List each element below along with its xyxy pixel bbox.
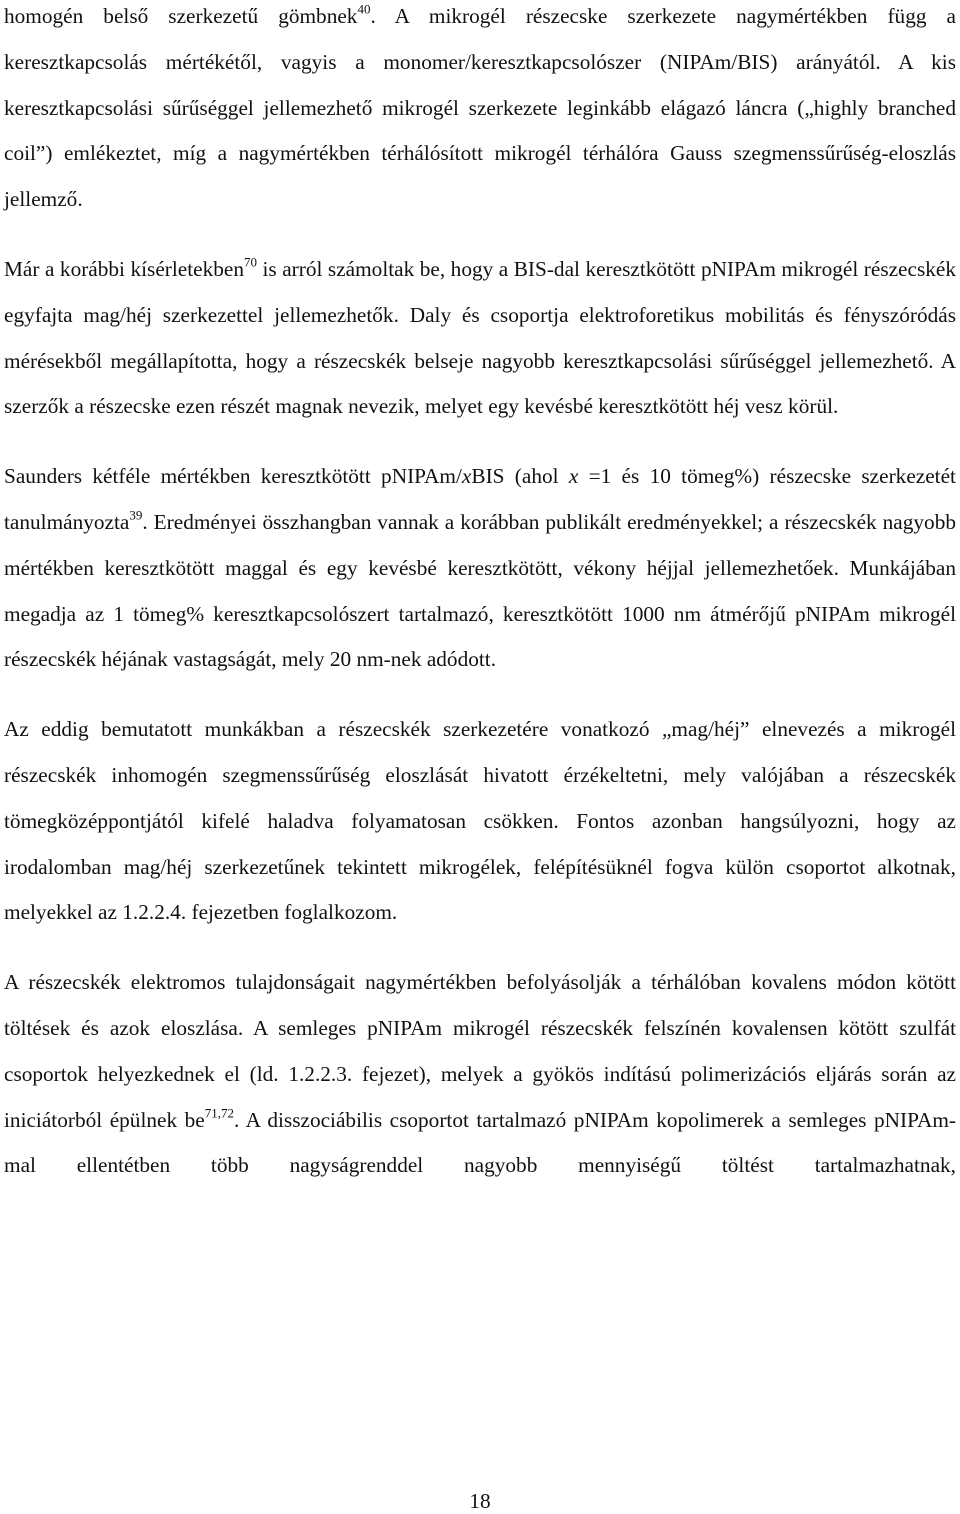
paragraph-4: [4, 707, 956, 936]
paragraph-4-text: Az eddig bemutatott munkákban a részecskék szerkezetére vonatkozó „mag/héj” elnevezés a mikrogél részecskék inhomogén szegmenssűrűség eloszlását hivatott érzékeltetni, mely valójában a részecskék tömegközéppontjától kifelé haladva folyamatosan csökken. Fontos azonban hangsúlyozni, hogy az irodalomban mag/héj szerkezetűnek tekintett mikrogélek, felépítésüknél fogva külön csoportot alkotnak, melyekkel az 1.2.2.4. fejezetben foglalkozom.: [4, 717, 956, 925]
paragraph-1: [4, 0, 956, 223]
paragraph-3-text-a: Saunders kétféle mértékben keresztkötött pNIPAm/: [4, 464, 462, 489]
citation-40: 40: [357, 1, 371, 17]
paragraph-5: [4, 960, 956, 1189]
paragraph-3-text-d: . Eredményei összhangban vannak a korábban publikált eredményekkel; a részecskék nagyobb mértékben keresztkötött maggal és egy kevésbé keresztkötött, vékony héjjal jellemezhetőek. Munkájában megadja az 1 tömeg% keresztkapcsolószert tartalmazó, keresztkötött 1000 nm átmérőjű pNIPAm mikrogél részecskék héjának vastagságát, mely 20 nm-nek adódott.: [4, 509, 956, 672]
paragraph-3: [4, 454, 956, 683]
citation-71-72: 71,72: [204, 1104, 234, 1120]
citation-70: 70: [244, 254, 258, 270]
paragraph-5-text-b: . A disszociábilis csoportot tartalmazó pNIPAm kopolimerek a semleges pNIPAm-mal ellentétben több nagyságrenddel nagyobb mennyiségű töltést tartalmazhatnak,: [4, 1107, 957, 1178]
paragraph-3-italic-x-1: x: [461, 464, 472, 489]
citation-39: 39: [129, 507, 143, 523]
page-number: 18: [469, 1489, 491, 1513]
paragraph-1-text-b: . A mikrogél részecske szerkezete nagymértékben függ a keresztkapcsolás mértékétől, vagyis a monomer/keresztkapcsolószer (NIPAm/BIS) arányától. A kis keresztkapcsolási sűrűséggel jellemezhető mikrogél szerkezete leginkább elágazó láncra („highly branched coil”) emlékeztet, míg a nagymértékben térhálósított mikrogél térhálóra Gauss szegmenssűrűség-eloszlás jellemző.: [4, 4, 956, 212]
paragraph-3-italic-x-2: x: [568, 464, 579, 489]
paragraph-2-text-a: Már a korábbi kísérletekben: [4, 256, 245, 281]
paragraph-1-text-a: homogén belső szerkezetű gömbnek: [4, 4, 358, 28]
paragraph-3-text-c: =1 és 10 tömeg%) részecske szerkezetét tanulmányozta: [4, 464, 956, 534]
paragraph-2: [4, 247, 956, 430]
paragraph-3-text-b: BIS (ahol: [471, 464, 569, 489]
paragraph-5-text-a: A részecskék elektromos tulajdonságait nagymértékben befolyásolják a térhálóban kovalens módon kötött töltések és azok eloszlása. A semleges pNIPAm mikrogél részecskék felszínén kovalensen kötött szulfát csoportok helyezkednek el (ld. 1.2.2.3. fejezet), melyek a gyökös indítású polimerizációs eljárás során az iniciátorból épülnek be: [4, 970, 956, 1132]
paragraph-2-text-b: is arról számoltak be, hogy a BIS-dal keresztkötött pNIPAm mikrogél részecskék egyfajta mag/héj szerkezettel jellemezhetők. Daly és csoportja elektroforetikus mobilitás és fényszóródás mérésekből megállapította, hogy a részecskék belseje nagyobb keresztkapcsolási sűrűséggel jellemezhető. A szerzők a részecske ezen részét magnak nevezik, melyet egy kevésbé keresztkötött héj vesz körül.: [4, 256, 957, 419]
document-page: [4, 0, 956, 1514]
